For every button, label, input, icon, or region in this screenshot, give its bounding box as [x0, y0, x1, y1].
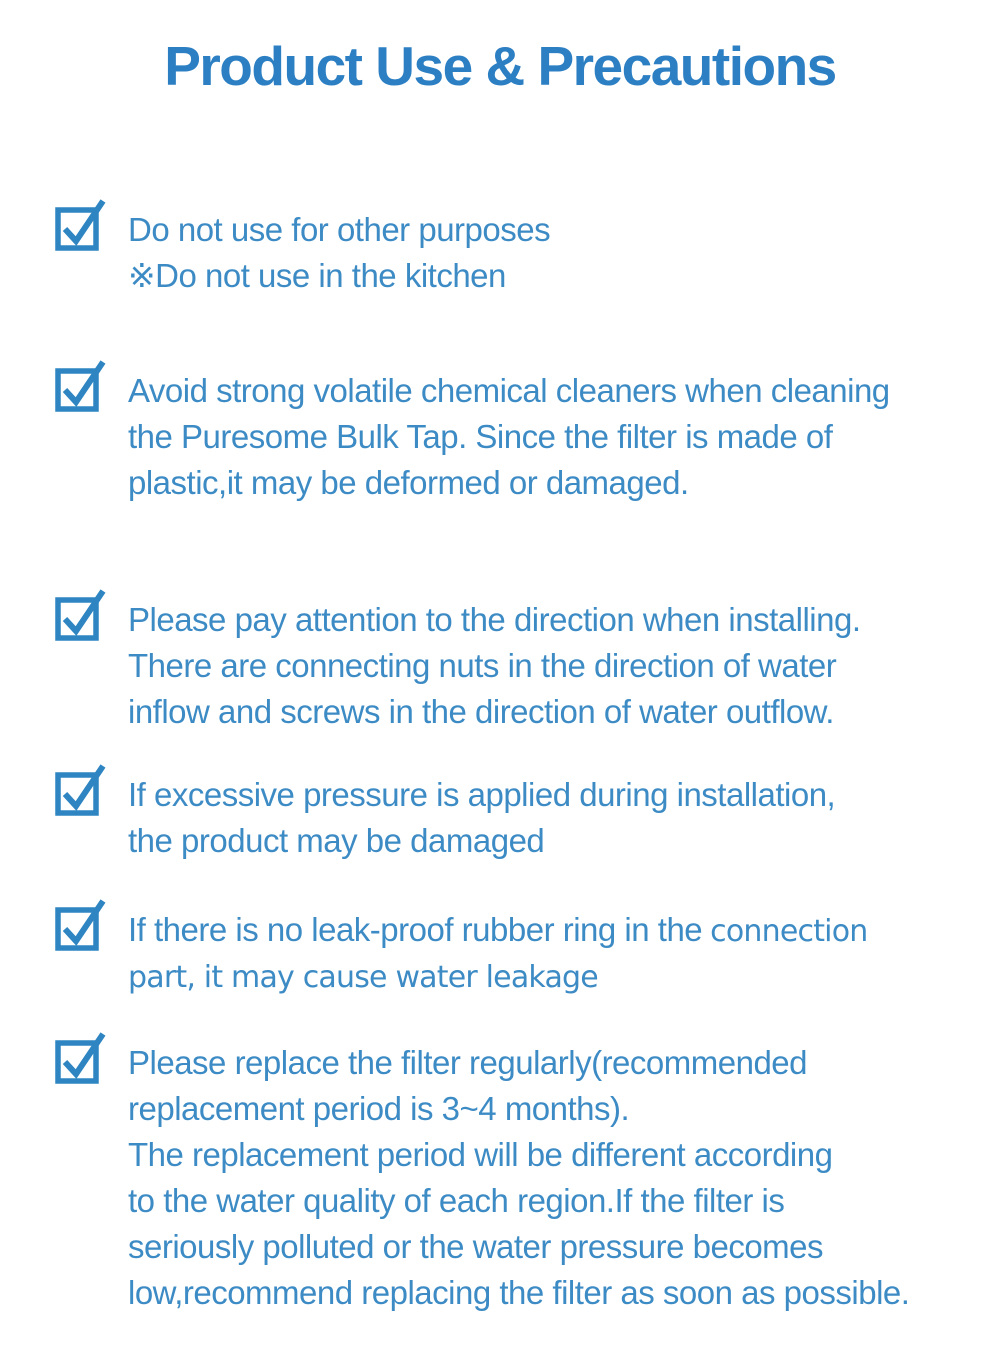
precaution-item — [52, 1027, 909, 1316]
checked-checkbox-icon — [52, 584, 110, 642]
precaution-line: seriously polluted or the water pressure becomes — [128, 1228, 824, 1265]
precaution-line: There are connecting nuts in the direction of water — [128, 647, 837, 684]
precaution-item — [52, 194, 550, 299]
precaution-line: the Puresome Bulk Tap. Since the filter is made of — [128, 418, 833, 455]
precaution-line: Please pay attention to the direction when installing. — [128, 601, 861, 638]
precaution-text — [128, 907, 867, 1001]
precaution-line: Avoid strong volatile chemical cleaners when cleaning — [128, 372, 890, 409]
checked-checkbox-icon — [52, 894, 110, 952]
precaution-line — [128, 907, 867, 955]
precaution-item — [52, 894, 867, 1001]
precaution-line: the product may be damaged — [128, 822, 545, 859]
precaution-item — [52, 584, 860, 735]
precaution-line: low,recommend replacing the filter as soon as possible. — [128, 1274, 910, 1311]
precaution-line: Please replace the filter regularly(recommended — [128, 1044, 808, 1081]
precaution-item — [52, 355, 890, 506]
precaution-line: part, it may cause water leakage — [128, 960, 598, 995]
checked-checkbox-icon — [52, 194, 110, 252]
page-title: Product Use & Precautions — [164, 35, 836, 97]
checked-checkbox-icon — [52, 1027, 110, 1085]
precaution-text — [128, 772, 835, 864]
precaution-line-segment: connection — [710, 914, 868, 949]
precaution-line: Do not use for other purposes — [128, 211, 551, 248]
checked-checkbox-icon — [52, 355, 110, 413]
precaution-line: to the water quality of each region.If the filter is — [128, 1182, 785, 1219]
checked-checkbox-icon — [52, 759, 110, 817]
precaution-text — [128, 368, 890, 506]
precaution-text — [128, 597, 860, 735]
precaution-line-segment: If there is no leak-proof rubber ring in the — [128, 911, 703, 948]
precaution-line: plastic,it may be deformed or damaged. — [128, 464, 689, 501]
precaution-line: inflow and screws in the direction of water outflow. — [128, 693, 834, 730]
precaution-line: ※Do not use in the kitchen — [128, 257, 506, 294]
precaution-line: If excessive pressure is applied during installation, — [128, 776, 836, 813]
precaution-line: replacement period is 3~4 months). — [128, 1090, 630, 1127]
precaution-line: The replacement period will be different according — [128, 1136, 833, 1173]
precaution-text — [128, 1040, 909, 1316]
precaution-item — [52, 759, 835, 864]
precaution-text — [128, 207, 550, 299]
